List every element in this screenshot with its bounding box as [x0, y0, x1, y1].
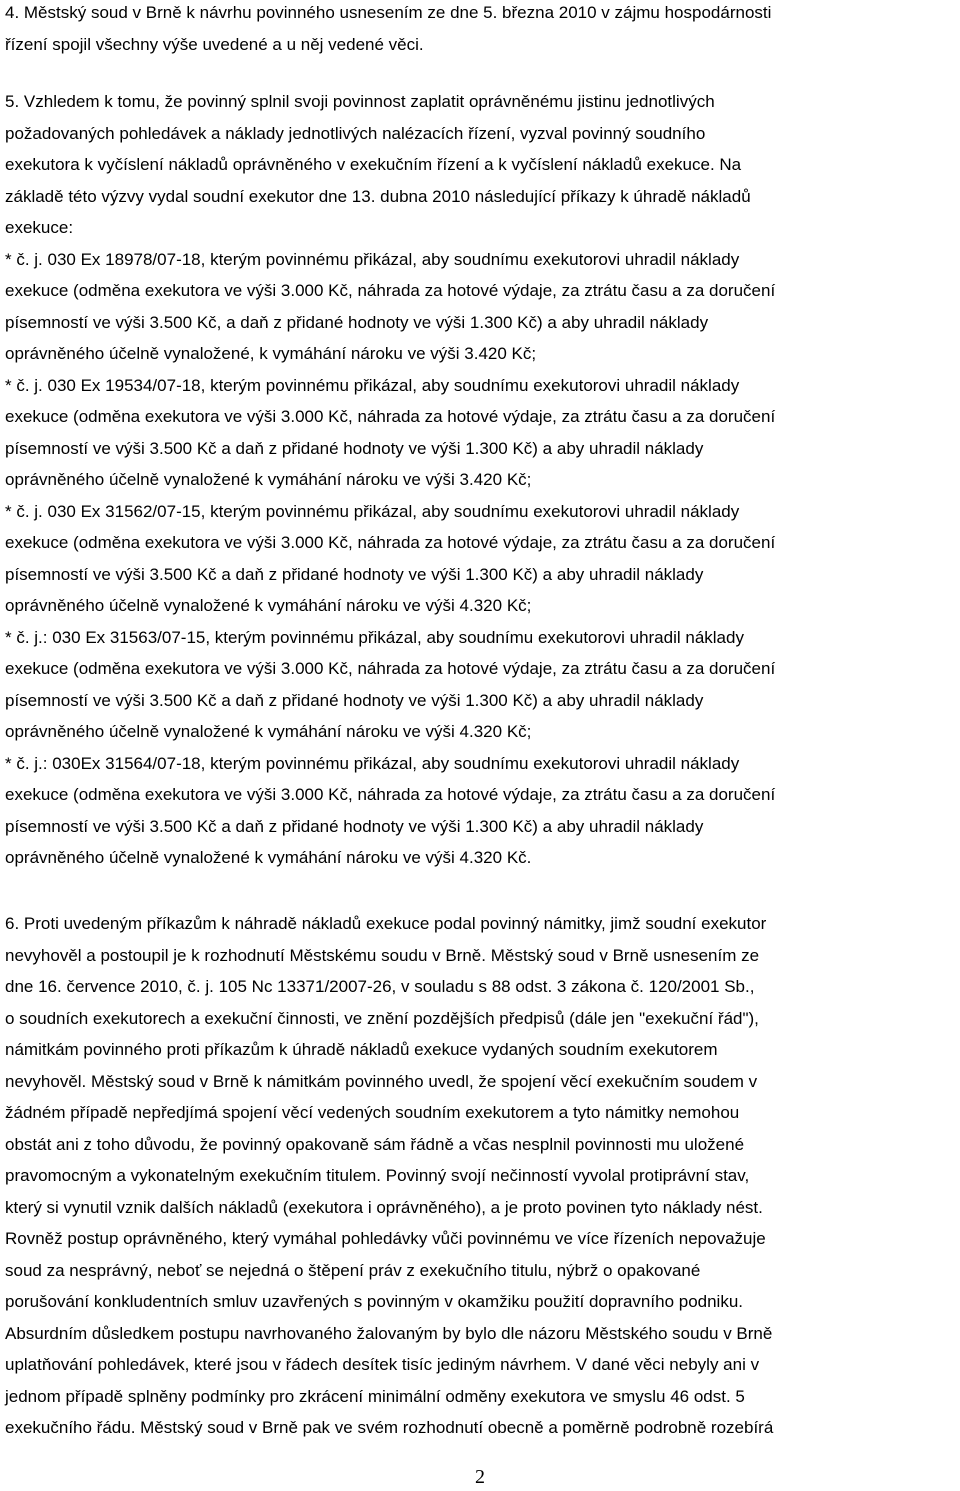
text-line: * č. j. 030 Ex 19534/07-18, kterým povinnému přikázal, aby soudnímu exekutorovi uhradil náklady: [5, 375, 740, 395]
text-line: oprávněného účelně vynaložené, k vymáhání nároku ve výši 3.420 Kč;: [5, 344, 537, 363]
text-line: uplatňování pohledávek, které jsou v řádech desítek tisíc jediným návrhem. V dané věci nebyly ani v: [5, 1355, 760, 1374]
text-line: oprávněného účelně vynaložené k vymáhání nároku ve výši 4.320 Kč;: [5, 722, 532, 741]
text-line: oprávněného účelně vynaložené k vymáhání nároku ve výši 4.320 Kč;: [5, 596, 532, 615]
text-line: jednom případě splněny podmínky pro zkrácení minimální odměny exekutora ve smyslu 46 odst. 5: [5, 1386, 745, 1406]
text-line: písemností ve výši 3.500 Kč a daň z přidané hodnoty ve výši 1.300 Kč) a aby uhradil náklady: [5, 690, 704, 710]
text-line: požadovaných pohledávek a náklady jednotlivých nalézacích řízení, vyzval povinný soudního: [5, 123, 706, 143]
text-line: Rovněž postup oprávněného, který vymáhal pohledávky vůči povinnému ve více řízeních nepovažuje: [5, 1229, 766, 1248]
text-line: porušování konkludentních smluv uzavřených s povinným v okamžiku použití dopravního podniku.: [5, 1292, 744, 1311]
text-line: žádném případě nepředjímá spojení věcí vedených soudním exekutorem a tyto námitky nemohou: [5, 1103, 740, 1122]
text-line: exekuce (odměna exekutora ve výši 3.000 Kč, náhrada za hotové výdaje, za ztrátu času a za doručení: [5, 785, 776, 804]
text-line: základě této výzvy vydal soudní exekutor dne 13. dubna 2010 následující příkazy k úhradě nákladů: [5, 186, 751, 206]
text-line: exekutora k vyčíslení nákladů oprávněného v exekučním řízení a k vyčíslení nákladů exekuce. Na: [5, 155, 742, 174]
text-line: 6. Proti uvedeným příkazům k náhradě nákladů exekuce podal povinný námitky, jimž soudní exekutor: [5, 914, 767, 933]
text-line: který si vynutil vznik dalších nákladů (exekutora i oprávněného), a je proto povinen tyto náklady nést.: [5, 1197, 763, 1217]
text-line: Absurdním důsledkem postupu navrhovaného žalovaným by bylo dle názoru Městského soudu v Brně: [5, 1323, 773, 1343]
text-line: oprávněného účelně vynaložené k vymáhání nároku ve výši 3.420 Kč;: [5, 470, 532, 489]
text-line: 5. Vzhledem k tomu, že povinný splnil svoji povinnost zaplatit oprávněnému jistinu jednotlivých: [5, 92, 715, 111]
text-line: exekuce:: [5, 218, 74, 237]
text-line: nevyhověl. Městský soud v Brně k námitkám povinného uvedl, že spojení věcí exekučním soudem v: [5, 1071, 758, 1091]
text-line: písemností ve výši 3.500 Kč a daň z přidané hodnoty ve výši 1.300 Kč) a aby uhradil náklady: [5, 438, 704, 458]
text-line: dne 16. července 2010, č. j. 105 Nc 13371/2007-26, v souladu s 88 odst. 3 zákona č. 120/2001 Sb.,: [5, 977, 755, 996]
text-line: exekuce (odměna exekutora ve výši 3.000 Kč, náhrada za hotové výdaje, za ztrátu času a za doručení: [5, 533, 776, 552]
text-line: nevyhověl a postoupil je k rozhodnutí Městskému soudu v Brně. Městský soud v Brně usnesením ze: [5, 945, 760, 965]
text-line: * č. j.: 030 Ex 31563/07-15, kterým povinnému přikázal, aby soudnímu exekutorovi uhradil náklady: [5, 627, 744, 647]
text-line: * č. j.: 030Ex 31564/07-18, kterým povinnému přikázal, aby soudnímu exekutorovi uhradil náklady: [5, 753, 740, 773]
page-number: 2: [475, 1466, 485, 1488]
text-line: soud za nesprávný, neboť se nejedná o štěpení práv z exekučního titulu, nýbrž o opakované: [5, 1260, 701, 1280]
text-line: o soudních exekutorech a exekuční činnosti, ve znění pozdějších předpisů (dále jen "exekuční řád"),: [5, 1008, 759, 1028]
text-line: oprávněného účelně vynaložené k vymáhání nároku ve výši 4.320 Kč.: [5, 848, 532, 867]
text-line: exekučního řádu. Městský soud v Brně pak ve svém rozhodnutí obecně a poměrně podrobně rozebírá: [5, 1418, 774, 1437]
text-line: písemností ve výši 3.500 Kč a daň z přidané hodnoty ve výši 1.300 Kč) a aby uhradil náklady: [5, 564, 704, 584]
text-line: písemností ve výši 3.500 Kč, a daň z přidané hodnoty ve výši 1.300 Kč) a aby uhradil náklady: [5, 312, 709, 332]
text-line: 4. Městský soud v Brně k návrhu povinného usnesením ze dne 5. března 2010 v zájmu hospodárnosti: [5, 3, 772, 22]
text-line: pravomocným a vykonatelným exekučním titulem. Povinný svojí nečinností vyvolal protiprávní stav,: [5, 1166, 750, 1185]
text-line: exekuce (odměna exekutora ve výši 3.000 Kč, náhrada za hotové výdaje, za ztrátu času a za doručení: [5, 659, 776, 678]
text-line: námitkám povinného proti příkazům k úhradě nákladů exekuce vydaných soudním exekutorem: [5, 1040, 718, 1059]
text-line: řízení spojil všechny výše uvedené a u něj vedené věci.: [5, 34, 424, 54]
text-line: obstát ani z toho důvodu, že povinný opakovaně sám řádně a včas nesplnil povinnosti mu uložené: [5, 1134, 745, 1154]
text-line: exekuce (odměna exekutora ve výši 3.000 Kč, náhrada za hotové výdaje, za ztrátu času a za doručení: [5, 407, 776, 426]
text-line: * č. j. 030 Ex 18978/07-18, kterým povinnému přikázal, aby soudnímu exekutorovi uhradil náklady: [5, 249, 740, 269]
text-line: písemností ve výši 3.500 Kč a daň z přidané hodnoty ve výši 1.300 Kč) a aby uhradil náklady: [5, 816, 704, 836]
text-line: exekuce (odměna exekutora ve výši 3.000 Kč, náhrada za hotové výdaje, za ztrátu času a za doručení: [5, 281, 776, 300]
text-line: * č. j. 030 Ex 31562/07-15, kterým povinnému přikázal, aby soudnímu exekutorovi uhradil náklady: [5, 501, 740, 521]
